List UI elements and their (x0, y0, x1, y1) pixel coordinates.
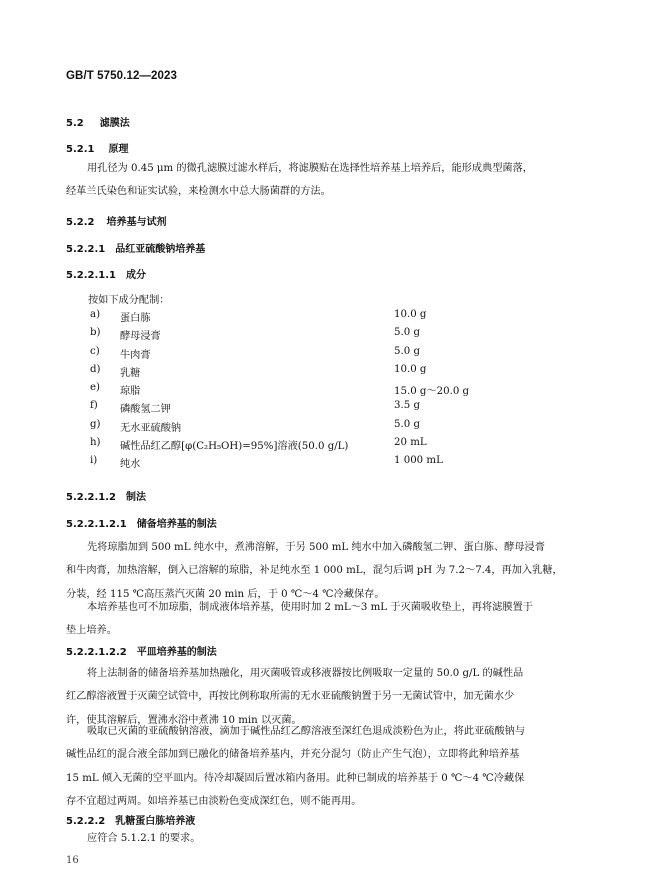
item-name: 酵母浸膏 (120, 331, 161, 343)
heading-5-2 (66, 114, 130, 129)
heading-5-2-2-2 (66, 812, 195, 827)
heading-5-2-2-1-2-2 (66, 643, 217, 658)
heading-5-2-2 (66, 213, 166, 228)
item-name: 无水亚硫酸钠 (120, 422, 182, 434)
item-name: 纯水 (120, 459, 141, 471)
document-id: GB/T 5750.12—2023 (66, 70, 178, 82)
text-line: 应符合 5.1.2.1 的要求。 (87, 833, 201, 844)
item-label: h) (90, 437, 101, 449)
heading-title: 制法 (126, 492, 146, 503)
heading-number: 5.2.2 (66, 217, 95, 228)
item-name: 蛋白胨 (120, 313, 151, 324)
heading-number: 5.2.2.1 (66, 244, 106, 255)
text-line: 和牛肉膏，加热溶解，倒入已溶解的琼脂，补足纯水至 1 000 mL，混匀后调 pH 为 7.2～7.4，再加入乳糖， (66, 565, 563, 577)
heading-title: 原理 (108, 144, 129, 155)
item-name: 琼脂 (120, 386, 141, 398)
item-amount: 3.5 g (394, 400, 420, 412)
text-line: 经革兰氏染色和证实试验，来检测水中总大肠菌群的方法。 (66, 186, 331, 198)
plate-method-paragraph-2 (66, 720, 590, 813)
heading-number: 5.2.2.1.2.1 (66, 519, 127, 530)
heading-5-2-2-1-1 (66, 266, 146, 281)
item-name: 牛肉膏 (120, 349, 151, 361)
ingredients-intro: 按如下成分配制： (88, 295, 170, 306)
heading-title: 成分 (126, 270, 146, 281)
item-name: 碱性品红乙醇[φ(C₂H₅OH)=95%]溶液(50.0 g/L) (120, 441, 349, 453)
page-number: 16 (66, 855, 79, 866)
text-line: 15 mL 倾入无菌的空平皿内。待冷却凝固后置冰箱内备用。此种已制成的培养基于 0 ℃～4 ℃冷藏保 (66, 772, 525, 784)
item-name: 乳糖 (120, 367, 141, 379)
item-label: i) (90, 455, 98, 467)
item-label: e) (90, 382, 101, 394)
ingredient-item (90, 382, 570, 400)
item-amount: 10.0 g (394, 363, 427, 375)
text-line: 先将琼脂加到 500 mL 纯水中，煮沸溶解，于另 500 mL 纯水中加入磷酸氢二钾、蛋白胨、酵母浸膏 (87, 542, 545, 553)
heading-number: 5.2.2.2 (66, 816, 106, 827)
principle-paragraph (66, 157, 590, 204)
item-amount: 15.0 g～20.0 g (394, 386, 470, 398)
heading-title: 平皿培养基的制法 (136, 647, 217, 658)
item-amount: 5.0 g (394, 418, 420, 430)
ingredient-item (90, 346, 570, 364)
item-amount: 10.0 g (394, 309, 427, 320)
heading-number: 5.2.1 (66, 144, 95, 155)
heading-title: 乳糖蛋白胨培养液 (115, 816, 196, 827)
text-line: 垫上培养。 (66, 625, 117, 637)
item-name: 磷酸氢二钾 (120, 404, 171, 416)
ingredient-item (90, 437, 570, 455)
ingredient-item (90, 455, 570, 473)
heading-title: 储备培养基的制法 (136, 519, 217, 530)
lactose-paragraph (66, 830, 590, 848)
ingredient-item (90, 327, 570, 345)
text-line: 将上法制备的储备培养基加热融化，用灭菌吸管或移液器按比例吸取一定量的 50.0 g/L 的碱性品 (87, 668, 524, 679)
heading-5-2-1 (66, 140, 128, 155)
item-label: f) (90, 400, 98, 412)
ingredient-list (90, 309, 570, 474)
stock-method-paragraph-2 (66, 596, 590, 643)
heading-number: 5.2.2.1.2.2 (66, 647, 127, 658)
heading-5-2-2-1 (66, 240, 205, 255)
heading-number: 5.2.2.1.1 (66, 270, 116, 281)
heading-number: 5.2.2.1.2 (66, 492, 116, 503)
item-label: c) (90, 345, 100, 357)
ingredient-item (90, 419, 570, 437)
text-line: 本培养基也可不加琼脂，制成液体培养基，使用时加 2 mL～3 mL 于灭菌吸收垫上，再将滤膜置于 (87, 602, 533, 613)
text-line: 红乙醇溶液置于灭菌空试管中，再按比例称取所需的无水亚硫酸钠置于另一无菌试管中，加无菌水少 (66, 691, 515, 703)
item-label: g) (90, 418, 101, 430)
ingredient-item (90, 400, 570, 418)
item-label: b) (90, 327, 101, 339)
heading-5-2-2-1-2 (66, 488, 146, 503)
text-line: 许，使其溶解后，置沸水浴中煮沸 10 min 以灭菌。 (66, 714, 302, 726)
ingredient-item (90, 309, 570, 327)
text-line: 吸取已灭菌的亚硫酸钠溶液，滴加于碱性品红乙醇溶液至深红色退成淡粉色为止，将此亚硫酸钠与 (87, 726, 526, 737)
heading-number: 5.2 (66, 118, 84, 129)
heading-title: 培养基与试剂 (106, 217, 167, 228)
heading-title: 品红亚硫酸钠培养基 (115, 244, 206, 255)
text-line: 用孔径为 0.45 μm 的微孔滤膜过滤水样后，将滤膜贴在选择性培养基上培养后，能形成典型菌落， (87, 163, 533, 174)
heading-5-2-2-1-2-1 (66, 515, 217, 530)
item-label: a) (90, 309, 101, 320)
item-amount: 20 mL (394, 437, 427, 449)
item-amount: 1 000 mL (394, 455, 443, 467)
text-line: 存不宜超过两周。如培养基已由淡粉色变成深红色，则不能再用。 (66, 795, 362, 807)
item-amount: 5.0 g (394, 327, 420, 339)
text-line: 碱性品红的混合液全部加到已融化的储备培养基内，并充分混匀（防止产生气泡），立即将此种培养基 (66, 749, 520, 761)
item-label: d) (90, 363, 101, 375)
heading-title: 滤膜法 (99, 118, 130, 129)
item-amount: 5.0 g (394, 345, 420, 357)
ingredient-item (90, 364, 570, 382)
text-line: 分装，经 115 ℃高压蒸汽灭菌 20 min 后，于 0 ℃～4 ℃冷藏保存。 (66, 588, 385, 600)
